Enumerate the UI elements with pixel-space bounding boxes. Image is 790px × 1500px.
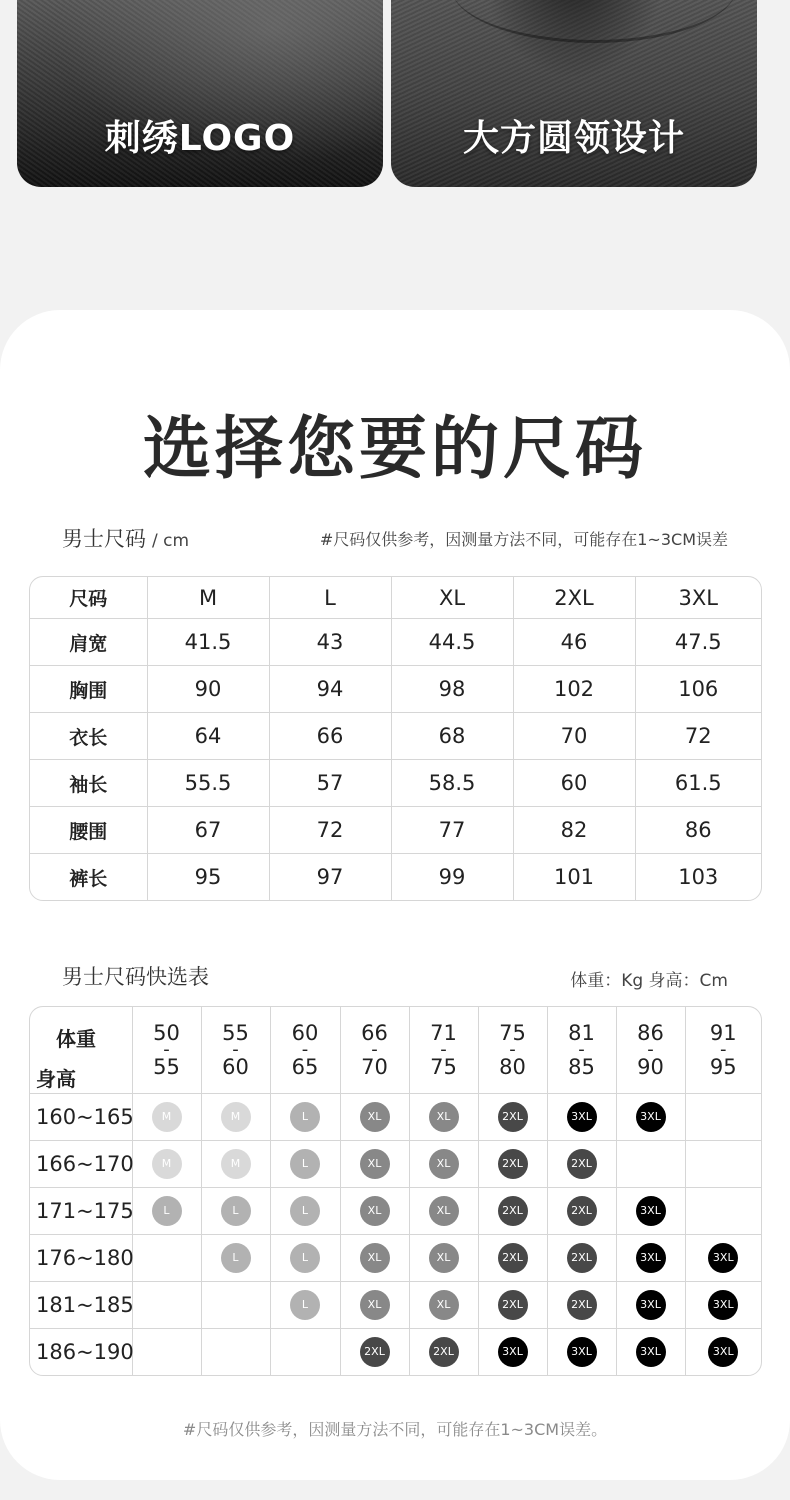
table-cell: 60 [513,760,635,807]
corner-labels [30,1007,132,1093]
weight-max: 90 [637,1055,664,1079]
size-cell [409,1188,478,1235]
size-cell [478,1329,547,1376]
size-cell [340,1188,409,1235]
row-label: 裤长 [30,854,147,901]
table-row [30,760,761,807]
size-cell [132,1094,201,1141]
size-badge-2xl: 2XL [498,1243,528,1273]
size-cell [340,1282,409,1329]
size-cell [547,1235,616,1282]
size-cell [132,1329,201,1376]
size-badge-m: M [152,1102,182,1132]
header-cell-size: 尺码 [30,577,147,619]
weight-dash: - [301,1039,309,1060]
size-cell [616,1141,685,1188]
weight-max: 70 [361,1055,388,1079]
quick-chart-note: 体重：Kg 身高：Cm [570,971,728,991]
quick-row [30,1329,761,1376]
size-cell [409,1141,478,1188]
height-range: 176~180 [30,1235,132,1282]
table-row [30,619,761,666]
table-cell: 99 [391,854,513,901]
weight-min: 81 [568,1021,595,1045]
weight-min: 86 [637,1021,664,1045]
corner-height-label: 身高 [36,1067,76,1091]
size-cell [616,1094,685,1141]
table-cell: 57 [269,760,391,807]
size-badge-xl: XL [360,1290,390,1320]
feature-embroidered-logo [17,0,383,187]
table-row [30,807,761,854]
row-label: 袖长 [30,760,147,807]
weight-range-cell [270,1007,340,1094]
size-badge-2xl: 2XL [567,1290,597,1320]
header-cell: XL [391,577,513,619]
weight-min: 66 [361,1021,388,1045]
table-cell: 90 [147,666,269,713]
height-range: 186~190 [30,1329,132,1376]
size-cell [478,1235,547,1282]
feature-caption: 大方圆领设计 [462,118,685,159]
size-badge-2xl: 2XL [498,1290,528,1320]
size-badge-2xl: 2XL [498,1102,528,1132]
header-cell: 3XL [635,577,761,619]
weight-dash: - [163,1039,170,1060]
table-cell: 77 [391,807,513,854]
table-cell: 47.5 [635,619,761,666]
header-cell: M [147,577,269,619]
size-badge-xl: XL [429,1149,459,1179]
weight-dash: - [578,1039,585,1060]
size-cell [685,1141,761,1188]
size-badge-l: L [290,1290,320,1320]
weight-range-cell [547,1007,616,1094]
table-cell: 101 [513,854,635,901]
size-cell [616,1329,685,1376]
size-cell [340,1141,409,1188]
size-badge-xl: XL [360,1196,390,1226]
weight-range-cell [409,1007,478,1094]
table-cell: 55.5 [147,760,269,807]
size-badge-m: M [221,1102,251,1132]
quick-row [30,1282,761,1329]
feature-caption: 刺绣LOGO [104,118,296,159]
table-cell: 41.5 [147,619,269,666]
quick-header-row [30,1007,761,1094]
weight-dash: - [232,1039,239,1060]
size-badge-2xl: 2XL [360,1337,390,1367]
size-badge-3xl: 3XL [708,1337,738,1367]
size-badge-l: L [290,1243,320,1273]
size-badge-3xl: 3XL [636,1337,666,1367]
weight-range-cell [340,1007,409,1094]
size-cell [201,1282,270,1329]
table-cell: 72 [269,807,391,854]
size-cell [270,1141,340,1188]
table-cell: 44.5 [391,619,513,666]
table-cell: 64 [147,713,269,760]
size-cell [616,1188,685,1235]
row-label: 腰围 [30,807,147,854]
size-badge-l: L [290,1102,320,1132]
weight-dash: - [440,1039,447,1060]
table-cell: 86 [635,807,761,854]
size-cell [132,1282,201,1329]
weight-dash: - [647,1039,654,1060]
weight-max: 85 [568,1055,595,1079]
size-badge-l: L [290,1196,320,1226]
size-badge-xl: XL [429,1243,459,1273]
weight-min: 55 [222,1021,249,1045]
size-cell [409,1329,478,1376]
size-badge-xl: XL [360,1149,390,1179]
weight-max: 75 [430,1055,457,1079]
size-cell [616,1235,685,1282]
size-cell [132,1235,201,1282]
corner-weight-label: 体重 [56,1027,96,1051]
size-cell [409,1282,478,1329]
size-badge-l: L [221,1196,251,1226]
size-badge-3xl: 3XL [636,1196,666,1226]
size-cell [270,1094,340,1141]
size-cell [270,1188,340,1235]
header-cell: L [269,577,391,619]
table-cell: 70 [513,713,635,760]
size-badge-2xl: 2XL [567,1196,597,1226]
size-badge-3xl: 3XL [498,1337,528,1367]
table-cell: 67 [147,807,269,854]
size-cell [547,1329,616,1376]
table-cell: 102 [513,666,635,713]
weight-max: 60 [222,1055,249,1079]
size-cell [270,1235,340,1282]
table-header-row [30,577,761,619]
quick-select-table [29,1006,762,1376]
size-cell [616,1282,685,1329]
table-cell: 72 [635,713,761,760]
size-badge-2xl: 2XL [567,1149,597,1179]
weight-min: 60 [291,1021,319,1045]
corner-cell [30,1007,132,1094]
size-cell [201,1329,270,1376]
table-cell: 103 [635,854,761,901]
size-cell [478,1094,547,1141]
size-badge-l: L [152,1196,182,1226]
table-cell: 58.5 [391,760,513,807]
size-cell [132,1188,201,1235]
size-cell [685,1094,761,1141]
height-range: 166~170 [30,1141,132,1188]
height-range: 171~175 [30,1188,132,1235]
size-badge-3xl: 3XL [636,1102,666,1132]
row-label: 衣长 [30,713,147,760]
weight-max: 95 [709,1055,737,1079]
size-badge-2xl: 2XL [498,1149,528,1179]
weight-min: 91 [709,1021,737,1045]
size-cell [547,1282,616,1329]
weight-range-cell [685,1007,761,1094]
size-cell [340,1094,409,1141]
size-cell [270,1282,340,1329]
weight-min: 75 [499,1021,526,1045]
size-cell [478,1282,547,1329]
weight-range-cell [478,1007,547,1094]
size-badge-3xl: 3XL [708,1290,738,1320]
quick-row [30,1094,761,1141]
size-badge-l: L [290,1149,320,1179]
weight-min: 71 [430,1021,457,1045]
weight-min: 50 [153,1021,180,1045]
row-label: 胸围 [30,666,147,713]
size-cell [201,1141,270,1188]
size-cell [478,1141,547,1188]
table-row [30,854,761,901]
size-cell [340,1329,409,1376]
size-cell [132,1141,201,1188]
size-cell [685,1235,761,1282]
size-chart-title-text: 男士尺码 [62,527,146,551]
table-cell: 94 [269,666,391,713]
footnote: #尺码仅供参考，因测量方法不同，可能存在1~3CM误差。 [182,1420,608,1439]
size-badge-3xl: 3XL [567,1337,597,1367]
size-cell [685,1188,761,1235]
size-badge-2xl: 2XL [567,1243,597,1273]
quick-chart-title: 男士尺码快选表 [62,965,209,989]
size-chart-note: #尺码仅供参考，因测量方法不同，可能存在1~3CM误差 [319,530,728,549]
size-cell [409,1235,478,1282]
size-badge-3xl: 3XL [636,1290,666,1320]
table-row [30,713,761,760]
size-table [29,576,762,901]
size-badge-xl: XL [429,1196,459,1226]
weight-max: 65 [291,1055,319,1079]
size-cell [547,1188,616,1235]
quick-row [30,1141,761,1188]
table-cell: 66 [269,713,391,760]
table-cell: 82 [513,807,635,854]
size-cell [270,1329,340,1376]
table-cell: 97 [269,854,391,901]
size-badge-3xl: 3XL [636,1243,666,1273]
size-cell [547,1141,616,1188]
table-cell: 95 [147,854,269,901]
table-cell: 106 [635,666,761,713]
height-range: 181~185 [30,1282,132,1329]
collar-shape [451,0,737,43]
size-chart-unit: / cm [152,531,190,551]
height-range: 160~165 [30,1094,132,1141]
size-cell [201,1188,270,1235]
table-row [30,666,761,713]
weight-range-cell [201,1007,270,1094]
weight-range-cell [132,1007,201,1094]
size-cell [201,1235,270,1282]
size-badge-3xl: 3XL [708,1243,738,1273]
size-cell [201,1094,270,1141]
size-cell [478,1188,547,1235]
size-card [0,310,790,1480]
weight-max: 55 [153,1055,180,1079]
table-cell: 61.5 [635,760,761,807]
size-badge-xl: XL [360,1243,390,1273]
header-cell: 2XL [513,577,635,619]
quick-row [30,1188,761,1235]
size-badge-xl: XL [429,1102,459,1132]
table-cell: 46 [513,619,635,666]
size-badge-xl: XL [360,1102,390,1132]
size-badge-3xl: 3XL [567,1102,597,1132]
weight-range-cell [616,1007,685,1094]
size-cell [340,1235,409,1282]
size-badge-2xl: 2XL [429,1337,459,1367]
table-cell: 68 [391,713,513,760]
table-cell: 43 [269,619,391,666]
quick-row [30,1235,761,1282]
size-chart-title [62,523,189,553]
size-badge-xl: XL [429,1290,459,1320]
weight-dash: - [509,1039,516,1060]
size-badge-2xl: 2XL [498,1196,528,1226]
weight-dash: - [720,1039,727,1060]
size-cell [685,1329,761,1376]
feature-round-collar [391,0,757,187]
page-title: 选择您要的尺码 [142,410,647,489]
row-label: 肩宽 [30,619,147,666]
size-cell [685,1282,761,1329]
size-cell [409,1094,478,1141]
table-cell: 98 [391,666,513,713]
weight-dash: - [371,1039,378,1060]
size-badge-l: L [221,1243,251,1273]
weight-max: 80 [499,1055,526,1079]
size-cell [547,1094,616,1141]
size-badge-m: M [221,1149,251,1179]
size-badge-m: M [152,1149,182,1179]
